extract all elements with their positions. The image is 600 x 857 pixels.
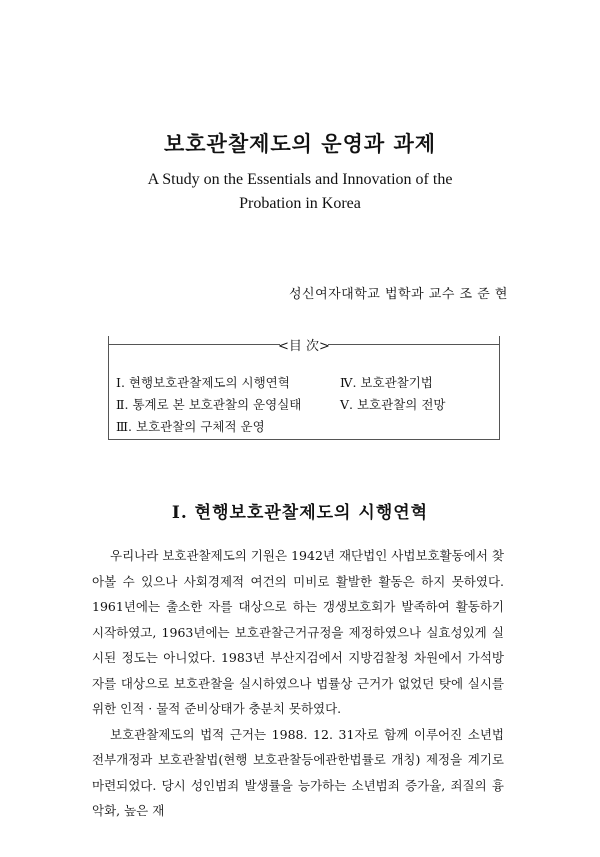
english-title-line-2: Probation in Korea: [239, 195, 361, 212]
toc-header: [108, 335, 500, 355]
section-heading: Ⅰ. 현행보호관찰제도의 시행연혁: [171, 503, 429, 523]
english-title-line-1: A Study on the Essentials and Innovation of the: [147, 171, 453, 188]
paper-title-korean: 보호관찰제도의 운영과 과제: [163, 131, 437, 156]
toc-item-2: Ⅱ. 통계로 본 보호관찰의 운영실태: [116, 397, 302, 412]
toc-heading: <目 次>: [278, 339, 330, 354]
table-of-contents: [108, 327, 500, 440]
toc-item-1: Ⅰ. 현행보호관찰제도의 시행연혁: [116, 375, 290, 390]
paragraph-2: 보호관찰제도의 법적 근거는 1988. 12. 31자로 함께 이루어진 소년법 전부개정과 보호관찰법(현행 보호관찰등에관한법률로 개칭) 제정을 계기로 마련되었다. 당시 성인범죄 발생률을 능가하는 소년범죄 증가율, 죄질의 흉악화, 높은 재: [92, 726, 504, 818]
paper-title-english: [0, 168, 600, 216]
toc-border-right: [499, 336, 500, 439]
toc-item-5: Ⅴ. 보호관찰의 전망: [340, 397, 446, 412]
toc-rule-right: [328, 344, 500, 345]
author-affiliation: 성신여자대학교 법학과 교수 조 준 현: [288, 287, 508, 302]
body-text: [92, 543, 504, 824]
toc-border-left: [108, 336, 109, 439]
toc-item-4: Ⅳ. 보호관찰기법: [340, 375, 433, 390]
paragraph-1: 우리나라 보호관찰제도의 기원은 1942년 재단법인 사법보호활동에서 찾아볼 수 있으나 사회경제적 여건의 미비로 활발한 활동은 하지 못하였다. 1961년에는 출소한 자를 대상으로 하는 갱생보호회가 발족하여 활동하기 시작하였고, 1963년에는 보호관찰근거규정을 제정하였으나 실효성있게 실시된 정도는 아니었다. 1983년 부산지검에서 지방검찰청 차원에서 가석방자를 대상으로 보호관찰을 실시하였으나 법률상 근거가 없었던 탓에 실시를 위한 인적 · 물적 준비상태가 충분치 못하였다.: [92, 548, 504, 716]
toc-item-3: Ⅲ. 보호관찰의 구체적 운영: [116, 419, 265, 434]
